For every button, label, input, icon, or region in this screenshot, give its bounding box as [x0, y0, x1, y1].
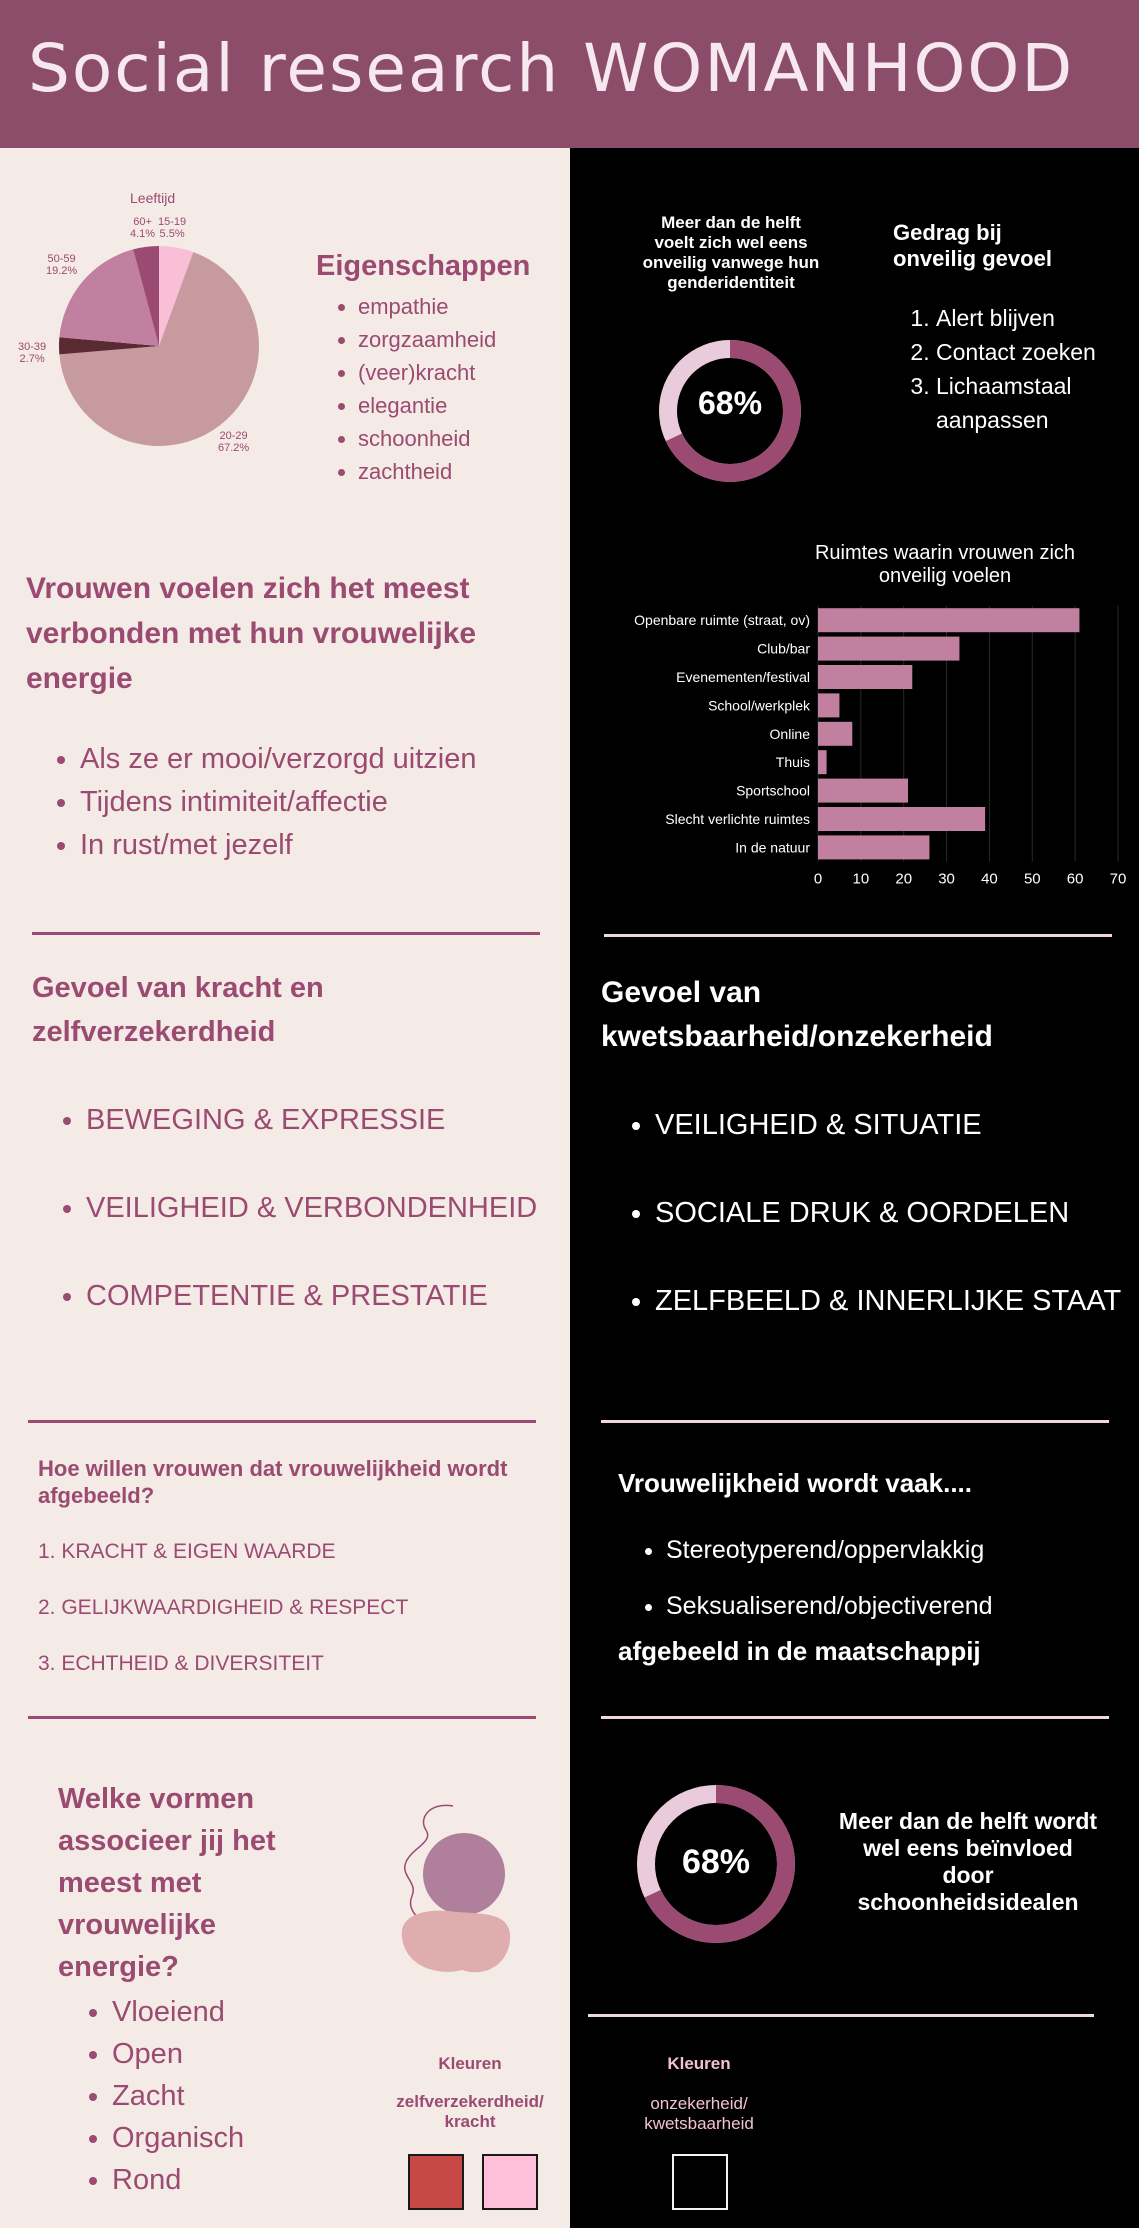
divider: [604, 934, 1112, 937]
connected-list: [54, 738, 580, 867]
x-tick-label: 20: [895, 870, 913, 888]
category-label: Evenementen/festival: [676, 669, 810, 685]
pie-label-60-plus: 60+ 4.1%: [130, 216, 156, 240]
list-item: • Rond: [112, 2159, 372, 2201]
bar: [818, 779, 908, 803]
x-tick-label: 70: [1109, 870, 1127, 888]
category-label: Club/bar: [757, 640, 810, 657]
vulnerability-list: [629, 1103, 1139, 1323]
list-item: • In rust/met jezelf: [80, 824, 580, 867]
bar: [818, 665, 912, 689]
list-item: • ZELFBEELD & INNERLIJKE STAAT: [655, 1279, 1139, 1323]
divider: [28, 1716, 536, 1719]
page-title: Social research WOMANHOOD: [28, 30, 1075, 107]
x-tick-label: 30: [938, 870, 955, 888]
list-item: • Seksualiserend/objectiverend: [666, 1578, 1139, 1634]
list-item: • elegantie: [358, 389, 496, 422]
unsafe-stat-percent: 68%: [697, 385, 763, 421]
eigenschappen-list: [332, 290, 496, 488]
x-tick-label: 40: [981, 870, 998, 888]
list-item: • zachtheid: [358, 455, 496, 488]
list-item: • SOCIALE DRUK & OORDELEN: [655, 1191, 1139, 1235]
list-item: • schoonheid: [358, 422, 496, 455]
beauty-stat-percent: 68%: [681, 1843, 751, 1881]
divider: [601, 1716, 1109, 1719]
depicted-wish-item-1: 1. KRACHT & EIGEN WAARDE: [38, 1540, 336, 1563]
forms-title: Welke vormen associeer jij het meest met vrouwelijke energie?: [58, 1783, 276, 1983]
blob-shape: [402, 1911, 510, 1973]
depicted-often-list: [640, 1522, 1139, 1634]
category-label: Slecht verlichte ruimtes: [665, 811, 810, 827]
x-tick-label: 10: [852, 870, 870, 888]
age-chart-title: Leeftijd: [130, 190, 176, 206]
divider: [32, 932, 540, 935]
colors-left-subtitle: zelfverzekerdheid/ kracht: [396, 2092, 544, 2131]
beauty-stat-text: Meer dan de helft wordt wel eens beïnvloed door schoonheidsidealen: [838, 1808, 1098, 1915]
depicted-wish-item-2: 2. GELIJKWAARDIGHEID & RESPECT: [38, 1596, 409, 1619]
color-swatch-black: [672, 2154, 728, 2210]
bar: [818, 693, 839, 717]
divider: [588, 2014, 1094, 2017]
unsafe-spaces-bar-chart: [580, 600, 1139, 890]
strength-title: Gevoel van kracht en zelfverzekerdheid: [32, 972, 324, 1048]
x-tick-label: 60: [1066, 870, 1084, 888]
circle-shape: [423, 1833, 505, 1915]
vulnerability-title: Gevoel van kwetsbaarheid/onzekerheid: [601, 976, 993, 1053]
bar: [818, 750, 827, 774]
bar: [818, 608, 1079, 632]
strength-list: [60, 1098, 566, 1318]
category-label: Sportschool: [736, 782, 810, 799]
list-item: • Open: [112, 2033, 372, 2075]
list-item: • (veer)kracht: [358, 356, 496, 389]
eigenschappen-title: Eigenschappen: [316, 250, 531, 282]
list-item: • Als ze er mooi/verzorgd uitzien: [80, 738, 580, 781]
list-item: • Zacht: [112, 2075, 372, 2117]
depicted-often-footer: afgebeeld in de maatschappij: [618, 1636, 981, 1666]
organic-shapes-illustration: [388, 1800, 518, 1976]
list-item: • Vloeiend: [112, 1991, 372, 2033]
category-label: Online: [769, 725, 810, 742]
unsafe-stat-text: Meer dan de helft voelt zich wel eens onveilig vanwege hun genderidentiteit: [642, 213, 820, 292]
list-item: 3. Lichaamstaal aanpassen: [936, 369, 1139, 437]
color-swatch-pink: [482, 2154, 538, 2210]
list-item: • Organisch: [112, 2117, 372, 2159]
bar: [818, 807, 985, 831]
list-item: • COMPETENTIE & PRESTATIE: [86, 1274, 566, 1318]
depicted-wish-title: Hoe willen vrouwen dat vrouwelijkheid wordt afgebeeld?: [38, 1456, 508, 1508]
category-label: Openbare ruimte (straat, ov): [634, 612, 810, 629]
category-label: Thuis: [775, 754, 810, 771]
category-label: In de natuur: [735, 839, 810, 856]
colors-left-title: Kleuren: [438, 2054, 502, 2073]
bar: [818, 722, 852, 746]
list-item: • VEILIGHEID & VERBONDENHEID: [86, 1186, 566, 1230]
list-item: 1. Alert blijven: [936, 301, 1139, 335]
pie-label-20-29: 20-29 67.2%: [218, 430, 250, 454]
list-item: • Tijdens intimiteit/affectie: [80, 781, 580, 824]
bar-chart-title: Ruimtes waarin vrouwen zich onveilig voelen: [814, 542, 1076, 587]
behaviour-list: [908, 301, 1139, 437]
depicted-often-title: Vrouwelijkheid wordt vaak....: [618, 1468, 972, 1498]
behaviour-title: Gedrag bij onveilig gevoel: [893, 220, 1052, 271]
depicted-wish-item-3: 3. ECHTHEID & DIVERSITEIT: [38, 1652, 324, 1675]
forms-list: [86, 1991, 372, 2201]
x-tick-label: 50: [1023, 870, 1041, 888]
bar: [818, 835, 929, 859]
list-item: • empathie: [358, 290, 496, 323]
list-item: • Stereotyperend/oppervlakkig: [666, 1522, 1139, 1578]
colors-right-title: Kleuren: [667, 2054, 731, 2073]
pie-label-50-59: 50-59 19.2%: [46, 253, 78, 277]
pie-label-15-19: 15-19 5.5%: [158, 216, 187, 240]
divider: [28, 1420, 536, 1423]
connected-title: Vrouwen voelen zich het meest verbonden met hun vrouwelijke energie: [26, 572, 477, 695]
list-item: • VEILIGHEID & SITUATIE: [655, 1103, 1139, 1147]
category-label: School/werkplek: [708, 697, 810, 714]
x-tick-label: 0: [813, 870, 823, 888]
bar: [818, 637, 959, 661]
colors-right-subtitle: onzekerheid/ kwetsbaarheid: [644, 2094, 754, 2133]
list-item: • BEWEGING & EXPRESSIE: [86, 1098, 566, 1142]
list-item: • zorgzaamheid: [358, 323, 496, 356]
list-item: 2. Contact zoeken: [936, 335, 1139, 369]
color-swatch-red: [408, 2154, 464, 2210]
age-pie-chart: [56, 243, 262, 449]
divider: [601, 1420, 1109, 1423]
pie-label-30-39: 30-39 2.7%: [18, 341, 47, 365]
